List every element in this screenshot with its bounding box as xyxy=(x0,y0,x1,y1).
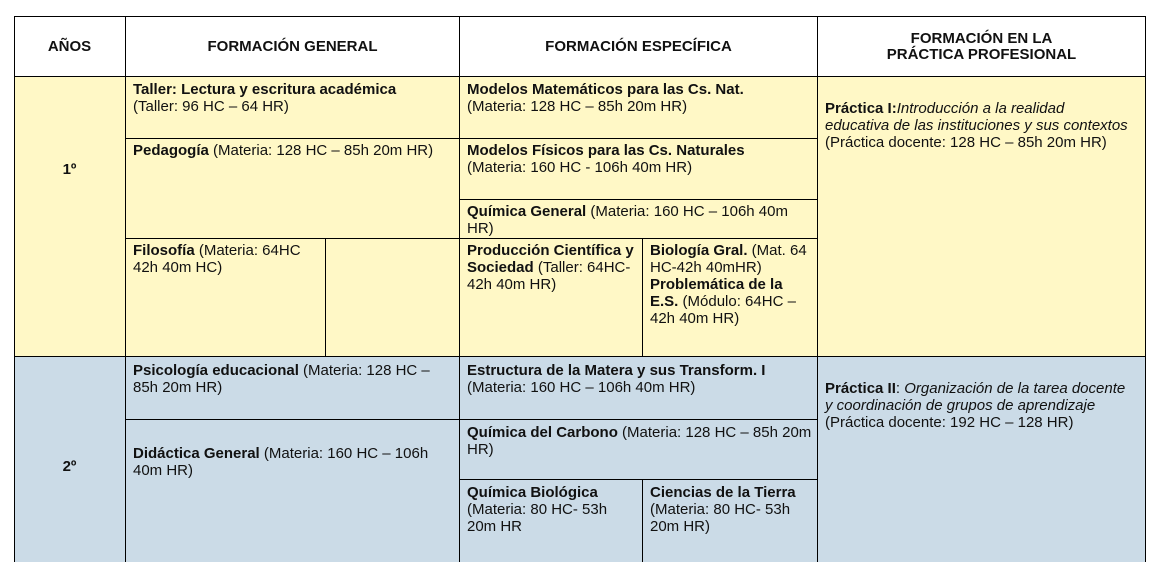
y1-general-divider-a xyxy=(125,138,459,139)
estructura-materia-cell: Estructura de la Matera y sus Transform. I (Materia: 160 HC – 106h 40m HR) xyxy=(467,362,766,396)
y1-especifica-subcol xyxy=(642,238,643,356)
col-divider-3 xyxy=(817,16,818,562)
y1-especifica-divider-b xyxy=(459,199,817,200)
practica-2-cell: Práctica II: Organización de la tarea docente y coordinación de grupos de aprendizaje (Práctica docente: 192 HC – 128 HR) xyxy=(825,380,1126,431)
didactica-general-cell: Didáctica General (Materia: 160 HC – 106h 40m HR) xyxy=(133,445,429,479)
col-divider-1 xyxy=(125,16,126,562)
ciencias-tierra-cell: Ciencias de la Tierra (Materia: 80 HC- 53h 20m HR) xyxy=(650,484,796,535)
y1-especifica-divider-c xyxy=(459,238,817,239)
psicologia-educacional-cell: Psicología educacional (Materia: 128 HC – 85h 20m HR) xyxy=(133,362,430,396)
table-border-top xyxy=(14,16,1145,17)
filosofia-cell: Filosofía (Materia: 64HC 42h 40m HC) xyxy=(133,242,301,276)
header-divider xyxy=(14,76,1145,77)
table-border-left xyxy=(14,16,15,562)
biologia-problematica-cell: Biología Gral. (Mat. 64 HC-42h 40mHR) Problemática de la E.S. (Módulo: 64HC – 42h 40m HR) xyxy=(650,242,807,327)
header-formacion-practica: FORMACIÓN EN LA PRÁCTICA PROFESIONAL xyxy=(886,30,1077,63)
taller-lectura-cell: Taller: Lectura y escritura académica (Taller: 96 HC – 64 HR) xyxy=(133,81,397,115)
y2-especifica-divider-b xyxy=(459,479,817,480)
y2-especifica-divider-a xyxy=(459,419,817,420)
quimica-general-cell: Química General (Materia: 160 HC – 106h 40m HR) xyxy=(467,203,788,237)
y1-general-subcol xyxy=(325,238,326,356)
practica-1-cell: Práctica I:Introducción a la realidad educativa de las instituciones y sus contextos (Práctica docente: 128 HC – 85h 20m HR) xyxy=(825,100,1128,151)
header-anios: AÑOS xyxy=(47,38,92,55)
y2-general-divider xyxy=(125,419,459,420)
y1-especifica-divider-a xyxy=(459,138,817,139)
header-formacion-general: FORMACIÓN GENERAL xyxy=(207,38,378,55)
quimica-carbono-cell: Química del Carbono (Materia: 128 HC – 85h 20m HR) xyxy=(467,424,812,458)
quimica-biologica-cell: Química Biológica (Materia: 80 HC- 53h 20m HR xyxy=(467,484,608,535)
year-1-label: 1º xyxy=(62,161,77,178)
y2-especifica-subcol xyxy=(642,479,643,562)
col-divider-2 xyxy=(459,16,460,562)
year-divider xyxy=(14,356,1145,357)
produccion-cientifica-cell: Producción Científica y Sociedad (Taller: 64HC-42h 40m HR) xyxy=(467,242,634,293)
y1-general-divider-b xyxy=(125,238,459,239)
pedagogia-cell: Pedagogía (Materia: 128 HC – 85h 20m HR) xyxy=(133,142,434,159)
table-border-right xyxy=(1145,16,1146,562)
modelos-matematicos-cell: Modelos Matemáticos para las Cs. Nat. (Materia: 128 HC – 85h 20m HR) xyxy=(467,81,744,115)
modelos-fisicos-cell: Modelos Físicos para las Cs. Naturales (Materia: 160 HC - 106h 40m HR) xyxy=(467,142,745,176)
year-2-label: 2º xyxy=(62,458,77,475)
header-formacion-especifica: FORMACIÓN ESPECÍFICA xyxy=(545,38,732,55)
